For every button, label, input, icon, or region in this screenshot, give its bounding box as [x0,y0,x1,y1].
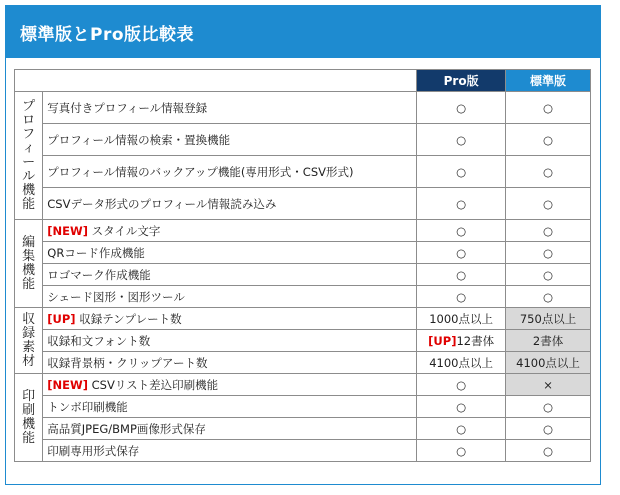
category-printing [15,374,43,462]
feature-name: プロフィール情報のバックアップ機能(専用形式・CSV形式) [47,164,354,179]
feature-cell [43,242,417,264]
feature-name: 収録テンプレート数 [75,311,182,326]
up-tag: [UP] [47,311,76,326]
feature-name: スタイル文字 [87,223,161,238]
standard-value: ○ [506,418,591,440]
feature-cell [43,156,417,188]
pro-value: ○ [417,286,506,308]
pro-value: ○ [417,264,506,286]
new-tag: [NEW] [47,377,88,392]
feature-cell [43,418,417,440]
pro-value: ○ [417,440,506,462]
feature-name: CSVデータ形式のプロフィール情報読み込み [47,196,277,211]
category-label: プロフィール機能 [22,98,36,212]
feature-name: 収録背景柄・クリップアート数 [47,355,208,370]
pro-value: 4100点以上 [417,352,506,374]
table-header-row [15,70,591,92]
table-row [15,374,591,396]
pro-value: 1000点以上 [417,308,506,330]
standard-value: 4100点以上 [506,352,591,374]
pro-value: ○ [417,188,506,220]
table-row [15,352,591,374]
table-row [15,418,591,440]
feature-name: 印刷専用形式保存 [47,443,140,458]
new-tag: [NEW] [47,223,88,238]
header-blank-cell [15,70,417,92]
table-row [15,308,591,330]
category-label: 収録素材 [22,311,36,369]
feature-name: CSVリスト差込印刷機能 [87,377,219,392]
standard-value: ○ [506,264,591,286]
feature-cell [43,396,417,418]
feature-cell [43,440,417,462]
pro-value: ○ [417,242,506,264]
standard-value: × [506,374,591,396]
column-header-pro: Pro版 [417,70,506,92]
feature-name: プロフィール情報の検索・置換機能 [47,132,231,147]
pro-value: ○ [417,124,506,156]
feature-cell [43,92,417,124]
pro-value: [UP]12書体 [417,330,506,352]
table-row [15,124,591,156]
pro-value: ○ [417,374,506,396]
category-materials [15,308,43,374]
feature-name: 収録和文フォント数 [47,333,151,348]
standard-value: 2書体 [506,330,591,352]
table-row [15,220,591,242]
pro-value: ○ [417,396,506,418]
feature-name: 写真付きプロフィール情報登録 [47,100,208,115]
feature-cell [43,124,417,156]
standard-value: ○ [506,286,591,308]
feature-cell [43,188,417,220]
standard-value: ○ [506,396,591,418]
feature-cell [43,308,417,330]
feature-name: QRコード作成機能 [47,245,145,260]
page-title: 標準版とPro版比較表 [20,25,195,45]
category-editing [15,220,43,308]
table-row [15,286,591,308]
category-label: 印刷機能 [22,388,36,446]
table-row [15,440,591,462]
feature-name: 高品質JPEG/BMP画像形式保存 [47,421,206,436]
pro-value: ○ [417,92,506,124]
feature-name: トンボ印刷機能 [47,399,128,414]
pro-value: ○ [417,418,506,440]
feature-cell [43,220,417,242]
table-row [15,330,591,352]
feature-cell [43,264,417,286]
standard-value: ○ [506,220,591,242]
comparison-panel [5,5,601,485]
standard-value: ○ [506,242,591,264]
table-row [15,264,591,286]
feature-cell [43,286,417,308]
column-header-standard: 標準版 [506,70,591,92]
up-tag: [UP] [428,333,457,348]
table-row [15,396,591,418]
feature-cell [43,330,417,352]
table-row [15,92,591,124]
standard-value: ○ [506,188,591,220]
feature-name: ロゴマーク作成機能 [47,267,151,282]
standard-value: ○ [506,156,591,188]
panel-header [6,6,600,58]
table-row [15,242,591,264]
feature-cell [43,352,417,374]
category-label: 編集機能 [22,234,36,292]
standard-value: ○ [506,440,591,462]
table-row [15,156,591,188]
feature-cell [43,374,417,396]
category-profile [15,92,43,220]
feature-name: シェード図形・図形ツール [47,289,185,304]
table-row [15,188,591,220]
standard-value: ○ [506,92,591,124]
standard-value: 750点以上 [506,308,591,330]
standard-value: ○ [506,124,591,156]
pro-value: ○ [417,156,506,188]
pro-value: ○ [417,220,506,242]
comparison-table [14,69,591,462]
